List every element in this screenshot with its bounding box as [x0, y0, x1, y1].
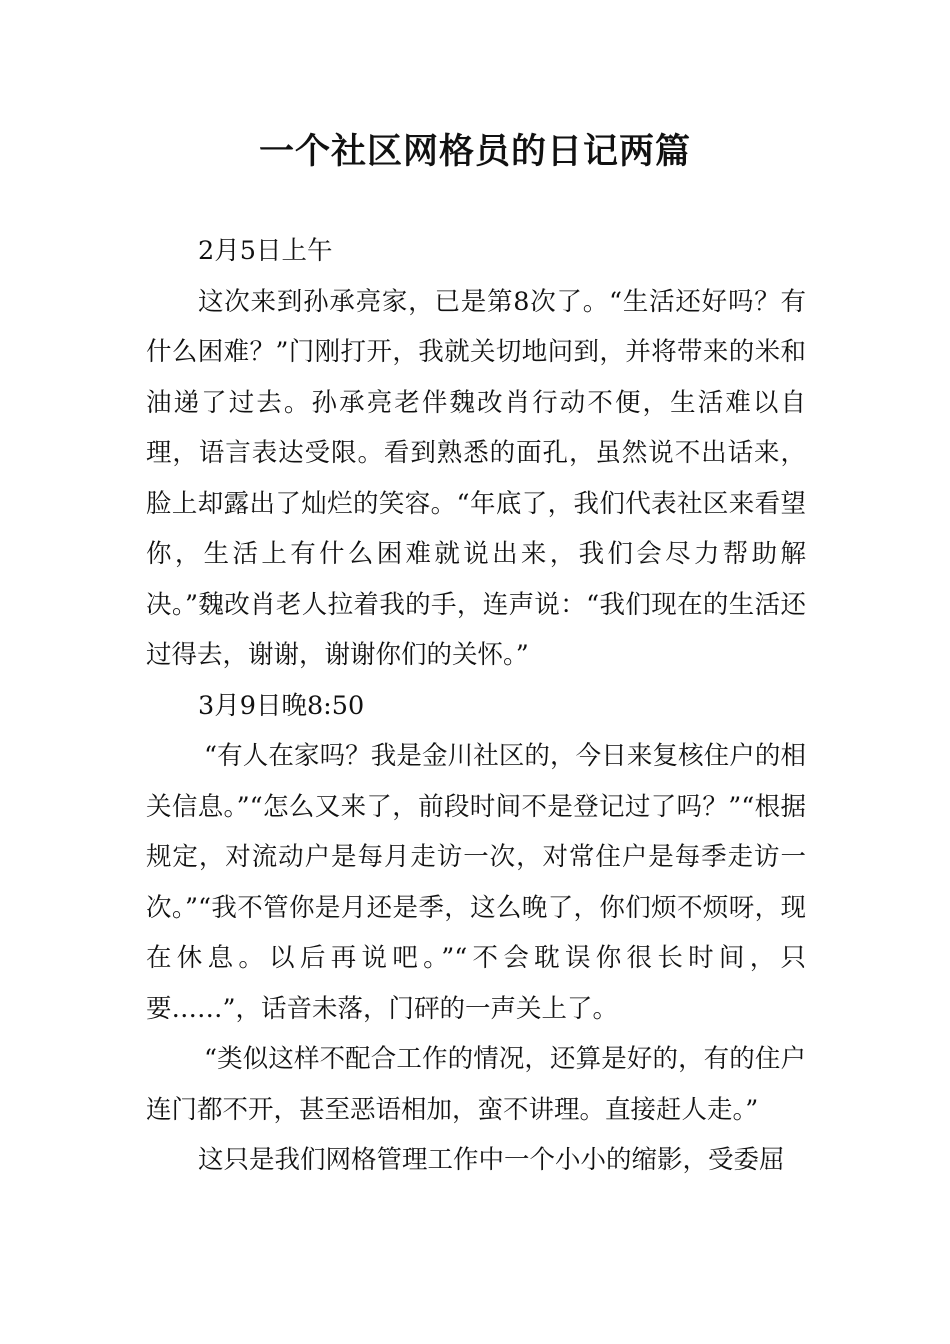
diary-date-1: 2月5日上午: [198, 236, 333, 266]
diary-paragraph-4: 这只是我们网格管理工作中一个小小的缩影，受委屈: [198, 1145, 785, 1175]
diary-paragraph-3: “类似这样不配合工作的情况，还算是好的，有的住户连门都不开，甚至恶语相加，蛮不讲理。直接赶人走。”: [146, 1044, 806, 1125]
diary-date-2: 3月9日晚8:50: [198, 690, 365, 721]
document-body: [146, 226, 806, 1186]
diary-paragraph-1: 这次来到孙承亮家，已是第8次了。“生活还好吗？有什么困难？”门刚打开，我就关切地问到，并将带来的米和油递了过去。孙承亮老伴魏改肖行动不便，生活难以自理，语言表达受限。看到熟悉的面孔，虽然说不出话来，脸上却露出了灿烂的笑容。“年底了，我们代表社区来看望你，生活上有什么困难就说出来，我们会尽力帮助解决。”魏改肖老人拉着我的手，连声说：“我们现在的生活还过得去，谢谢，谢谢你们的关怀。”: [146, 286, 806, 670]
document-title: 一个社区网格员的日记两篇: [258, 132, 691, 172]
diary-paragraph-2: “有人在家吗？我是金川社区的，今日来复核住户的相关信息。”“怎么又来了，前段时间不是登记过了吗？”“根据规定，对流动户是每月走访一次，对常住户是每季走访一次。”“我不管你是月还是季，这么晚了，你们烦不烦呀，现在休息。以后再说吧。”“不会耽误你很长时间，只要……”，话音未落，门砰的一声关上了。: [146, 741, 806, 1024]
